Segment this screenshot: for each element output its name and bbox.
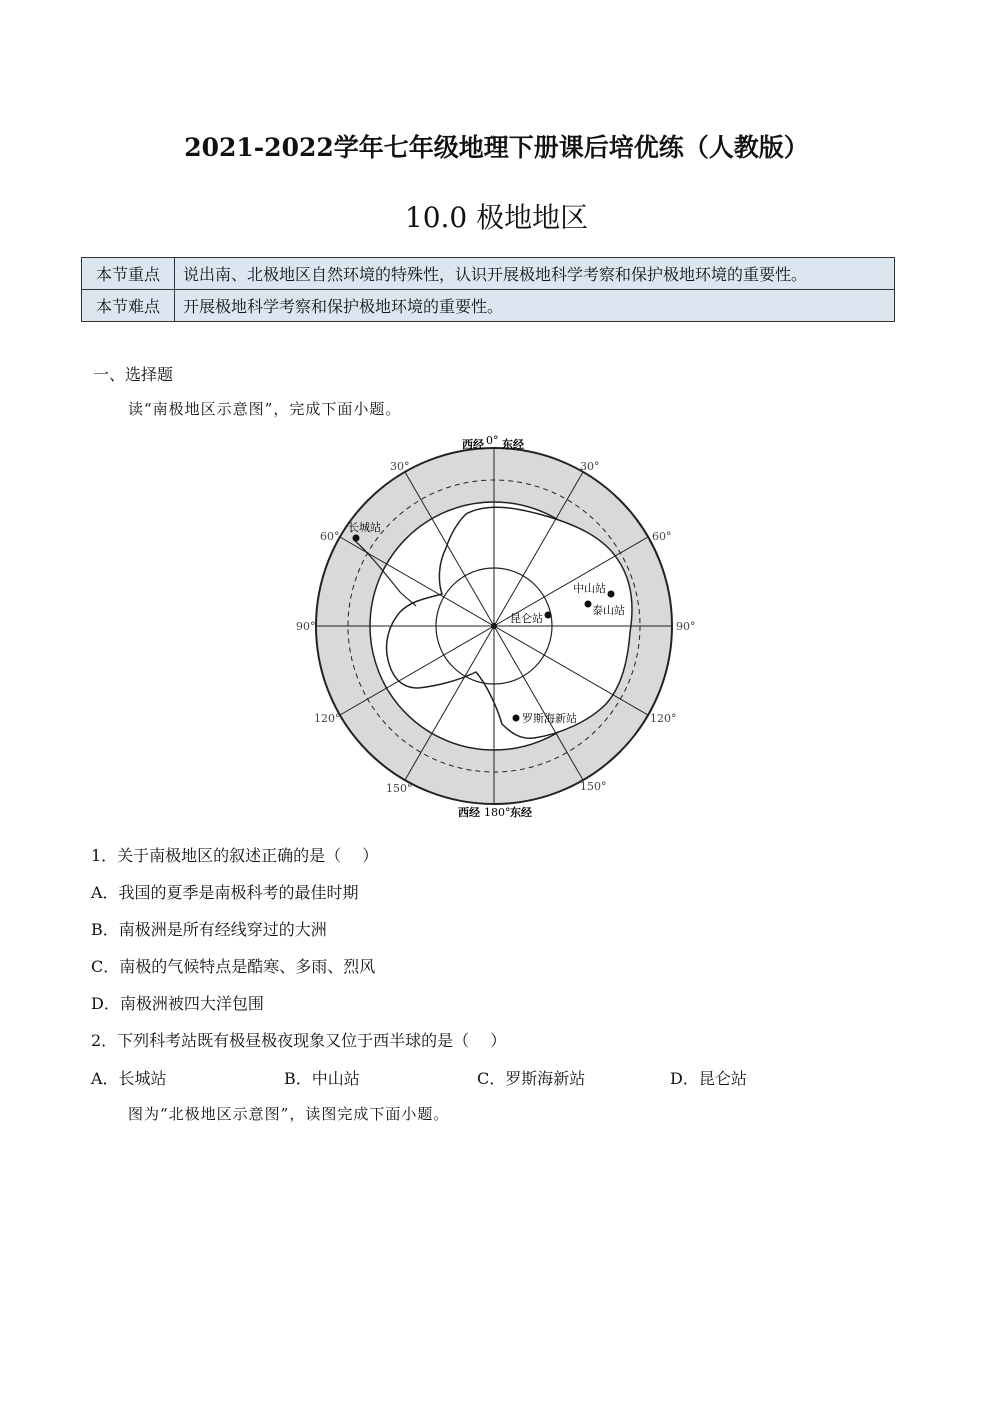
document-subtitle: 10.0 极地地区 [404,201,589,234]
question-2-stem: 2．下列科考站既有极昼极夜现象又位于西半球的是（ ） [91,1031,507,1050]
map-label-90-right: 90° [676,620,696,633]
focus-key-text: 说出南、北极地区自然环境的特殊性，认识开展极地科学考察和保护极地环境的重要性。 [175,258,895,290]
map-label-bottom-center: 180° [484,806,511,819]
question-1-stem: 1．关于南极地区的叙述正确的是（ ） [91,846,379,865]
map-label-150-right: 150° [580,780,607,793]
map-label-30-right: 30° [580,460,600,473]
map-label-top-left: 西经 [462,438,484,451]
station-taishan-label: 泰山站 [592,604,625,617]
station-changcheng-label: 长城站 [348,521,381,534]
map-label-bottom-right: 东经 [510,806,532,819]
map-label-30-left: 30° [390,460,410,473]
question-2-option-c: C．罗斯海新站 [477,1069,586,1088]
question-2-option-a: A．长城站 [91,1069,167,1088]
map-label-120-left: 120° [314,712,341,725]
map-label-bottom-left: 西经 [458,806,480,819]
map-label-90-left: 90° [296,620,316,633]
station-zhongshan-dot [608,591,615,598]
question-2-option-d: D．昆仑站 [670,1069,747,1088]
section-heading: 一、选择题 [93,365,174,384]
question-1-option-c: C．南极的气候特点是酷寒、多雨、烈风 [91,957,376,976]
focus-difficulty-label: 本节难点 [82,290,175,322]
question-1-option-b: B．南极洲是所有经线穿过的大洲 [91,920,327,939]
focus-difficulty-text: 开展极地科学考察和保护极地环境的重要性。 [175,290,895,322]
focus-key-label: 本节重点 [82,258,175,290]
question-1-option-d: D．南极洲被四大洋包围 [91,994,264,1013]
intro-text-antarctic: 读“南极地区示意图”，完成下面小题。 [128,400,402,418]
document-title: 2021-2022学年七年级地理下册课后培优练（人教版） [184,133,809,162]
focus-row-key-point [82,258,895,290]
map-label-150-left: 150° [386,782,413,795]
station-kunlun-dot [545,612,552,619]
map-label-120-right: 120° [650,712,677,725]
map-label-60-right: 60° [652,530,672,543]
intro-text-arctic: 图为“北极地区示意图”，读图完成下面小题。 [128,1105,450,1123]
question-1-option-a: A．我国的夏季是南极科考的最佳时期 [91,883,359,902]
focus-row-difficulty [82,290,895,322]
station-taishan-dot [585,601,592,608]
station-luosihai-dot [513,715,520,722]
map-label-60-left: 60° [320,530,340,543]
question-2-option-b: B．中山站 [284,1069,360,1088]
antarctic-map [288,432,708,824]
map-label-top-center: 0° [486,434,499,447]
south-pole-dot [491,623,497,629]
station-changcheng-dot [353,535,360,542]
station-zhongshan-label: 中山站 [573,582,606,595]
station-kunlun-label: 昆仑站 [510,612,543,625]
station-luosihai-label: 罗斯海新站 [522,712,577,725]
focus-table [81,257,895,322]
map-label-top-right: 东经 [502,438,524,451]
